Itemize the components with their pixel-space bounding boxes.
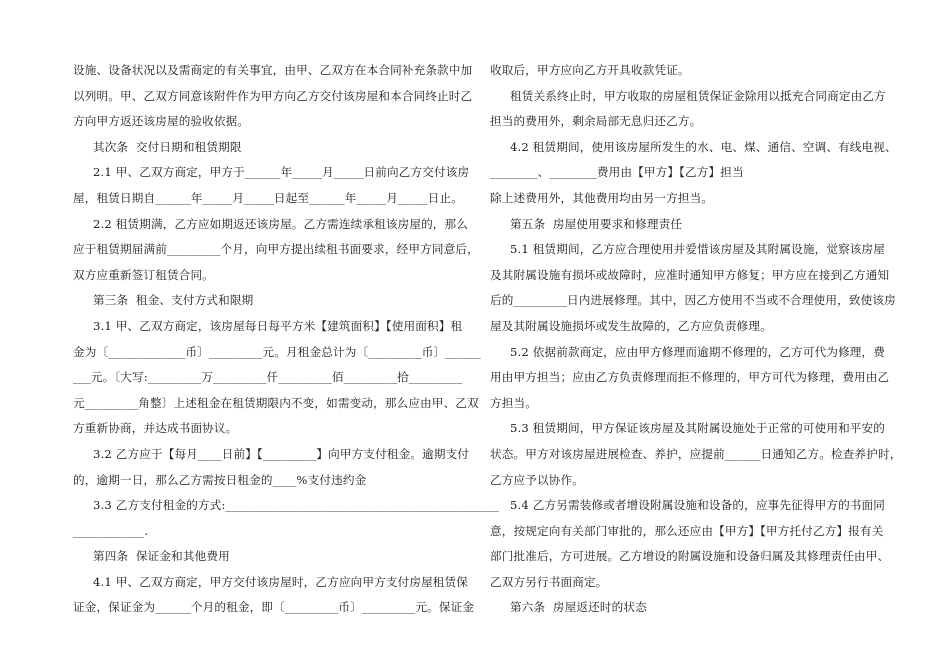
text-line: 及其附属设施有损坏或故障时，应准时通知甲方修复；甲方应在接到乙方通知: [490, 267, 890, 282]
text-line: 第四条 保证金和其他费用: [93, 549, 230, 564]
text-line: 3.3 乙方支付租金的方式:______________________________________________: [93, 498, 500, 513]
text-line: 后的_________日内进展修理。其中，因乙方使用不当或不合理使用，致使该房: [490, 293, 896, 308]
text-line: 收取后，甲方应向乙方开具收款凭证。: [490, 63, 690, 77]
text-line: 乙方应予以协作。: [490, 472, 584, 487]
text-line: 除上述费用外，其他费用均由另一方担当。: [490, 190, 714, 205]
text-line: 4.1 甲、乙双方商定，甲方交付该房屋时，乙方应向甲方支付房屋租赁保: [93, 574, 469, 589]
text-line: 第三条 租金、支付方式和限期: [93, 293, 254, 308]
text-line: 方重新协商，并达成书面协议。: [73, 421, 238, 436]
text-line: 方向甲方返还该房屋的验收依据。: [73, 114, 250, 129]
text-line: 5.2 依据前款商定，应由甲方修理而逾期不修理的，乙方可代为修理，费: [510, 344, 886, 359]
text-line: 证金，保证金为______个月的租金，即〔_________币〕_________元。保证金: [73, 600, 475, 615]
text-line: 以列明。甲、乙双方同意该附件作为甲方向乙方交付该房屋和本合同终止时乙: [73, 88, 473, 103]
text-line: 担当的费用外，剩余局部无息归还乙方。: [490, 114, 702, 129]
text-line: ____________.: [73, 523, 149, 538]
text-line: 屋及其附属设施损坏或发生故障的，乙方应负责修理。: [490, 318, 772, 333]
text-line: 的，逾期一日，那么乙方需按日租金的____%支付违约金: [73, 472, 367, 487]
left-column: [73, 62, 500, 625]
text-line: 金为〔_____________币〕_________元。月租金总计为〔_________币〕______: [73, 344, 481, 359]
text-line: 用由甲方担当；应由乙方负责修理而拒不修理的，甲方可代为修理，费用由乙: [490, 370, 890, 385]
text-line: 元_________角整〕上述租金在租赁期限内不变，如需变动，那么应由甲、乙双: [73, 395, 479, 410]
text-line: 乙双方另行书面商定。: [490, 574, 608, 589]
text-line: 第五条 房屋使用要求和修理责任: [510, 216, 683, 231]
text-line: 租赁关系终止时，甲方收取的房屋租赁保证金除用以抵充合同商定由乙方: [510, 88, 886, 103]
text-line: 其次条 交付日期和租赁期限: [93, 139, 242, 154]
text-line: 3.2 乙方应于【每月____日前】【_________】向甲方支付租金。逾期支付: [93, 446, 470, 461]
text-line: 2.2 租赁期满，乙方应如期返还该房屋。乙方需连续承租该房屋的，那么: [93, 216, 469, 231]
text-line: 4.2 租赁期间，使用该房屋所发生的水、电、煤、通信、空调、有线电视、: [510, 139, 897, 154]
text-line: 第六条 房屋返还时的状态: [510, 600, 647, 615]
text-line: 方担当。: [490, 395, 537, 410]
right-column: [490, 62, 902, 625]
text-line: 2.1 甲、乙双方商定，甲方于______年_____月_____日前向乙方交付该房: [93, 165, 470, 180]
text-line: 5.1 租赁期间，乙方应合理使用并爱惜该房屋及其附属设施，觉察该房屋: [510, 242, 886, 257]
text-line: ___元。〔大写:_________万_________仟_________佰_________拾_________: [73, 370, 463, 385]
text-line: 5.3 租赁期间，甲方保证该房屋及其附属设施处于正常的可使用和平安的: [510, 421, 886, 436]
text-line: 5.4 乙方另需装修或者增设附属设施和设备的，应事先征得甲方的书面同: [510, 498, 886, 513]
text-line: ________、________费用由【甲方】【乙方】担当: [490, 165, 744, 180]
text-line: 应于租赁期届满前_________个月，向甲方提出续租书面要求，经甲方同意后，: [73, 242, 479, 257]
text-line: 部门批准后，方可进展。乙方增设的附属设施和设备归属及其修理责任由甲、: [490, 549, 890, 564]
text-line: 状态。甲方对该房屋进展检查、养护，应提前______日通知乙方。检查养护时，: [490, 446, 902, 461]
text-line: 3.1 甲、乙双方商定，该房屋每日每平方米【建筑面积】【使用面积】租: [93, 318, 463, 333]
text-line: 屋，租赁日期自______年_____月_____日起至______年_____月_____日止。: [73, 190, 463, 205]
text-line: 双方应重新签订租赁合同。: [73, 267, 214, 282]
text-line: 设施、设备状况以及需商定的有关事宜，由甲、乙双方在本合同补充条款中加: [73, 63, 473, 77]
text-line: 意，按规定向有关部门审批的，那么还应由【甲方】【甲方托付乙方】报有关: [490, 523, 884, 538]
